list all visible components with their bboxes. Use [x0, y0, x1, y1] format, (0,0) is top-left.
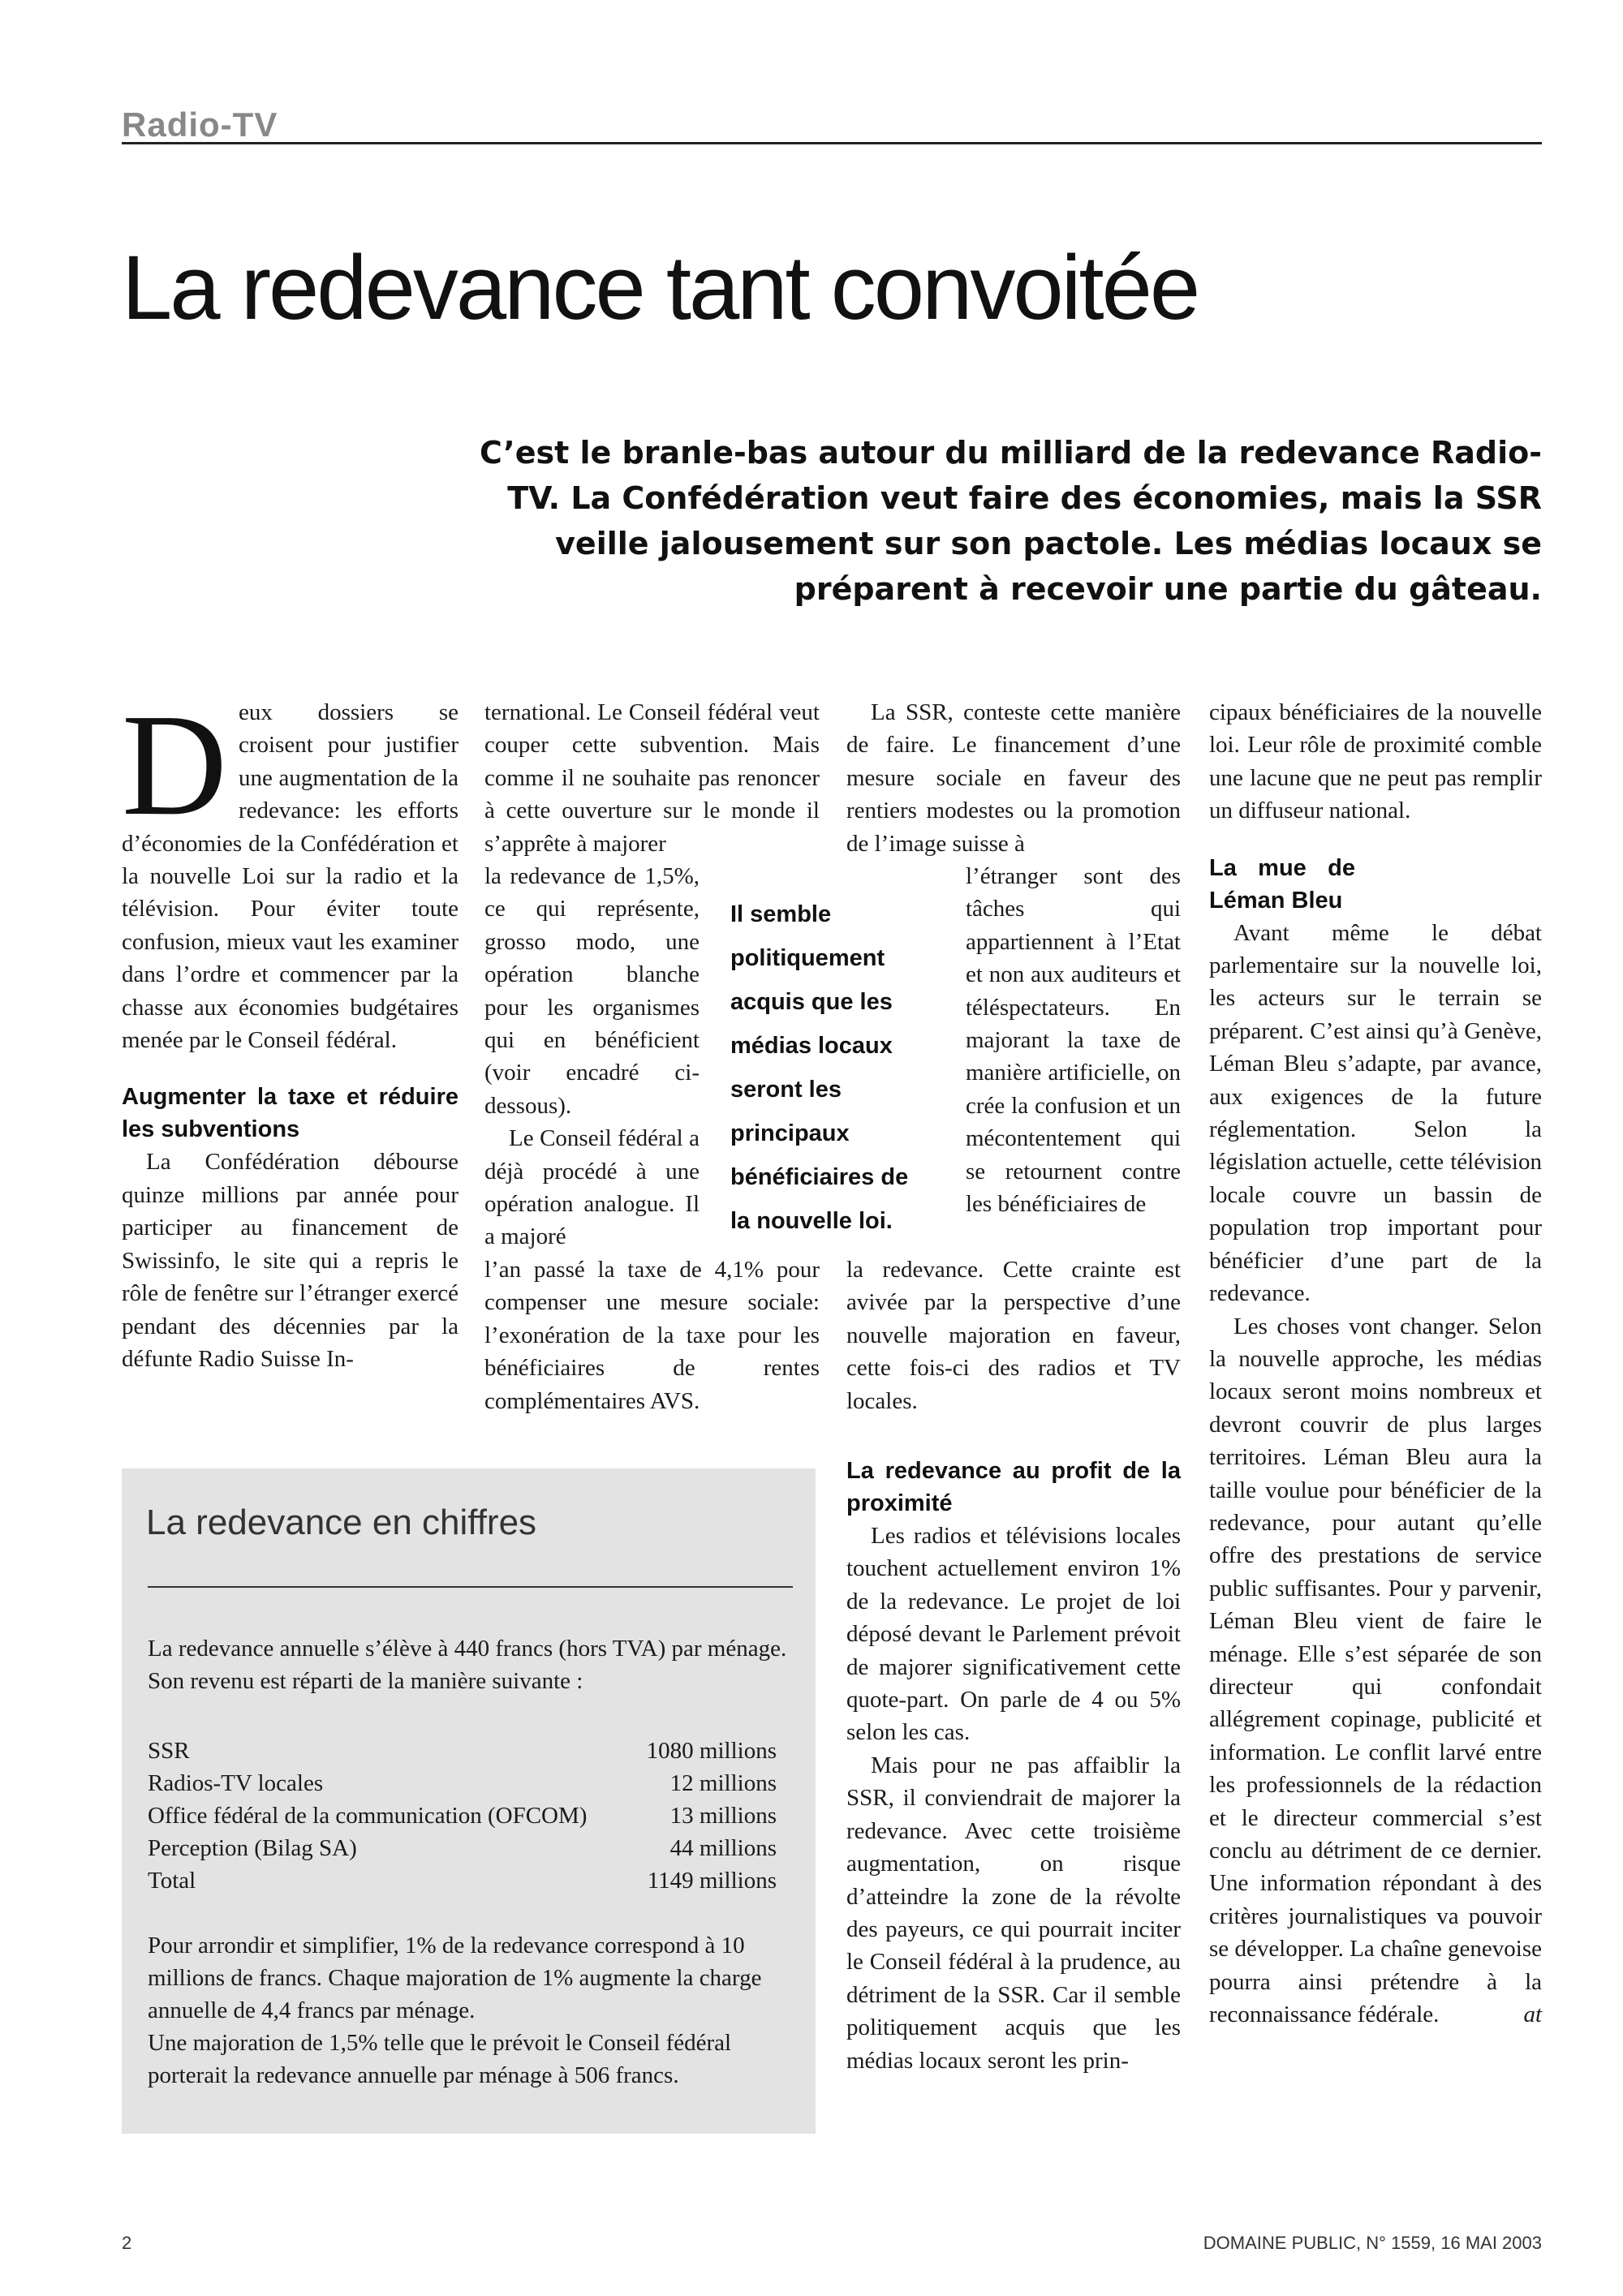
paragraph-text: Les choses vont changer. Selon la nouvelle approche, les médias locaux seront moins nombreux et devront couvrir de plus larges territoires. Léman Bleu aura la taille voulue pour bénéficier de la redevance, pour autant qu’elle offre des prestations de service public suffisantes. Pour y parvenir, Léman Bleu vient de faire le ménage. Elle s’est séparée de son directeur qui confondait allégrement copinage, publicité et information. Le conflit larvé entre les professionnels de la rédaction et le directeur commercial s’est conclu au détriment de ce dernier. Une information répondant à des critères journalistiques va pouvoir se développer. La chaîne genevoise pourra ainsi prétendre à la reconnaissance fédérale. [1209, 1313, 1542, 2028]
article-column-3-bottom [846, 1253, 1181, 2077]
paragraph: l’étranger sont des tâches qui appartiennent à l’Etat et non aux auditeurs et téléspectateurs. En majorant la taxe de manière artificielle, on crée la confusion et un mécontentement qui se retournent contre les bénéficiaires de [966, 863, 1181, 1218]
table-row [148, 1832, 777, 1864]
row-value: 1149 millions [647, 1868, 777, 1894]
pull-quote: Il semble politiquement acquis que les médias locaux seront les principaux bénéficiaires de la nouvelle loi. [730, 901, 909, 1234]
paragraph: la redevance de 1,5%, ce qui représente, grosso modo, une opération blanche pour les organismes qui en bénéficient (voir encadré ci-dessous). [484, 863, 700, 1119]
article-column-2-top [484, 696, 820, 860]
subheading: La mue de Léman Bleu [1209, 854, 1355, 914]
table-row [148, 1735, 777, 1767]
table-row [148, 1799, 777, 1832]
article-column-4 [1209, 696, 1542, 2031]
drop-cap: D [122, 684, 227, 845]
table-row [148, 1864, 777, 1897]
subheading: La redevance au profit de la proximité [846, 1458, 1181, 1517]
row-label: SSR [148, 1738, 190, 1764]
figures-box-note: Une majoration de 1,5% telle que le prévoit le Conseil fédéral porterait la redevance annuelle par ménage à 506 francs. [148, 2030, 732, 2088]
author-signature: at [1523, 2001, 1542, 2028]
paragraph [1209, 1310, 1542, 2032]
paragraph: La Confédération débourse quinze millions par année pour participer au financement de Swissinfo, le site qui a repris le rôle de fenêtre sur l’étranger exercé pendant des décennies par la défunte Radio Suisse In- [122, 1149, 458, 1372]
row-value: 1080 millions [646, 1738, 777, 1764]
subheading: Augmenter la taxe et réduire les subventions [122, 1084, 458, 1143]
row-label: Total [148, 1868, 196, 1894]
article-column-2-narrow [484, 860, 700, 1253]
article-column-3-narrow [966, 860, 1181, 1220]
paragraph: l’an passé la taxe de 4,1% pour compenser une mesure sociale: l’exonération de la taxe pour les bénéficiaires de rentes complémentaires AVS. [484, 1257, 820, 1414]
paragraph: Mais pour ne pas affaiblir la SSR, il conviendrait de majorer la redevance. Avec cette troisième augmentation, on risque d’atteindre la zone de la révolte des payeurs, ce qui pourrait inciter le Conseil fédéral à la prudence, au détriment de la SSR. Car il semble politiquement acquis que les médias locaux seront les prin- [846, 1752, 1181, 2074]
paragraph: Avant même le débat parlementaire sur la nouvelle loi, les acteurs sur le terrain se préparent. C’est ainsi qu’à Genève, Léman Bleu s’adapte, par avance, aux exigences de la future réglementation. Selon la législation actuelle, cette télévision locale couvre un bassin de population trop important pour bénéficier d’une part de la redevance. [1209, 919, 1542, 1307]
figures-box-divider [148, 1586, 793, 1588]
article-column-1 [122, 684, 458, 1375]
article-lead: C’est le branle-bas autour du milliard de la redevance Radio-TV. La Confédération veut faire des économies, mais la SSR veille jalousement sur son pactole. Les médias locaux se préparent à recevoir une partie du gâteau. [480, 435, 1542, 607]
paragraph: Le Conseil fédéral a déjà procédé à une opération analogue. Il a majoré [484, 1125, 700, 1250]
paragraph: la redevance. Cette crainte est avivée par la perspective d’une nouvelle majoration en faveur, cette fois-ci des radios et TV locales. [846, 1257, 1181, 1414]
figures-box-note: Pour arrondir et simplifier, 1% de la redevance correspond à 10 millions de francs. Chaque majoration de 1% augmente la charge annuelle de 4,4 francs par ménage. [148, 1933, 762, 2023]
row-label: Office fédéral de la communication (OFCOM) [148, 1803, 588, 1829]
paragraph: eux dossiers se croisent pour justifier une augmentation de la redevance: les efforts d’économies de la Confédération et la nouvelle Loi sur la radio et la télévision. Pour éviter toute confusion, mieux vaut les examiner dans l’ordre et commencer par la chasse aux économies budgétaires menée par le Conseil fédéral. [122, 699, 458, 1054]
figures-table [148, 1735, 777, 1897]
row-value: 12 millions [669, 1770, 777, 1796]
article-title: La redevance tant convoitée [122, 237, 1199, 338]
article-column-3-top [846, 696, 1181, 860]
row-value: 13 millions [669, 1803, 777, 1829]
figures-box-title: La redevance en chiffres [146, 1503, 537, 1542]
figures-box-intro: La redevance annuelle s’élève à 440 francs (hors TVA) par ménage. Son revenu est réparti de la manière suivante : [148, 1636, 787, 1694]
paragraph: Les radios et télévisions locales touchent actuellement environ 1% de la redevance. Le projet de loi déposé devant le Parlement prévoit de majorer significativement cette quote-part. On parle de 4 ou 5% selon les cas. [846, 1523, 1181, 1746]
paragraph: ternational. Le Conseil fédéral veut couper cette subvention. Mais comme il ne souhaite pas renoncer à cette ouverture sur le monde il s’apprête à majorer [484, 699, 820, 857]
row-label: Radios-TV locales [148, 1770, 324, 1796]
paragraph: cipaux bénéficiaires de la nouvelle loi. Leur rôle de proximité comble une lacune que ne peut pas remplir un diffuseur national. [1209, 699, 1542, 824]
section-label: Radio-TV [122, 105, 278, 144]
table-row [148, 1767, 777, 1799]
paragraph: La SSR, conteste cette manière de faire. Le financement d’une mesure sociale en faveur des rentiers modestes ou la promotion de l’image suisse à [846, 699, 1181, 857]
article-column-2-bottom [484, 1253, 820, 1417]
row-label: Perception (Bilag SA) [148, 1835, 357, 1861]
section-divider [122, 142, 1542, 144]
page-number: 2 [122, 2233, 132, 2253]
row-value: 44 millions [669, 1835, 777, 1861]
publication-info: DOMAINE PUBLIC, N° 1559, 16 MAI 2003 [1203, 2233, 1542, 2253]
